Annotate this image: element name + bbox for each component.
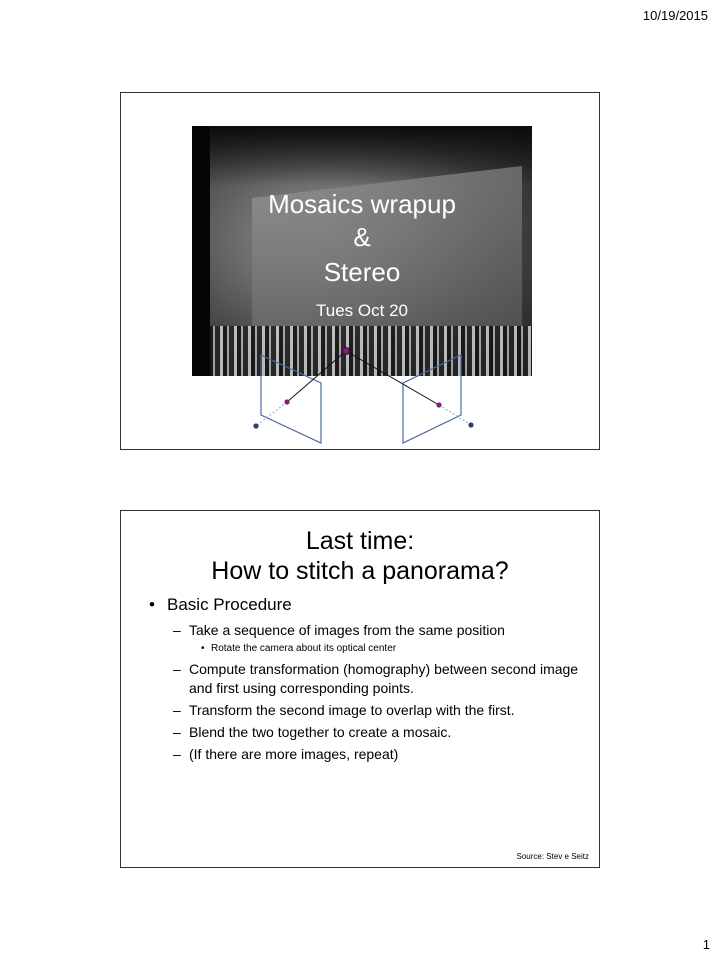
- step-2: – Compute transformation (homography) between second image and first using corresponding points.: [145, 660, 595, 698]
- source-credit: Source: Stev e Seitz: [516, 852, 589, 861]
- scene-point: [343, 348, 350, 355]
- bullet-list: [145, 595, 595, 767]
- slide-subtitle: Tues Oct 20: [316, 301, 408, 320]
- slide-title-line-2: &: [353, 222, 371, 252]
- slide-last-time: [120, 510, 600, 868]
- slide2-title-line-1: Last time:: [305, 527, 415, 555]
- step-1: – Take a sequence of images from the same position: [145, 621, 595, 640]
- right-camera-center: [468, 422, 473, 427]
- right-projection-point: [436, 402, 441, 407]
- slide-title-line-1: Mosaics wrapup: [268, 189, 456, 219]
- slide-title-line-3: Stereo: [323, 257, 401, 287]
- bullet-basic-procedure: • Basic Procedure: [145, 595, 595, 615]
- right-ray: [346, 351, 439, 405]
- right-image-plane: [403, 355, 461, 443]
- left-ray: [287, 351, 346, 402]
- slide-title: [120, 92, 600, 450]
- stereo-diagram: [121, 93, 599, 449]
- sub-step-rotate: • Rotate the camera about its optical center: [145, 642, 595, 656]
- step-4: – Blend the two together to create a mosaic.: [145, 723, 595, 742]
- slide2-title-line-2: How to stitch a panorama?: [211, 557, 509, 585]
- page-number: 1: [702, 937, 710, 952]
- step-3: – Transform the second image to overlap with the first.: [145, 701, 595, 720]
- left-projection-point: [284, 399, 289, 404]
- header-date: 10/19/2015: [642, 8, 708, 23]
- left-camera-center: [253, 423, 258, 428]
- right-dotted-ray: [439, 405, 471, 425]
- step-5: – (If there are more images, repeat): [145, 745, 595, 764]
